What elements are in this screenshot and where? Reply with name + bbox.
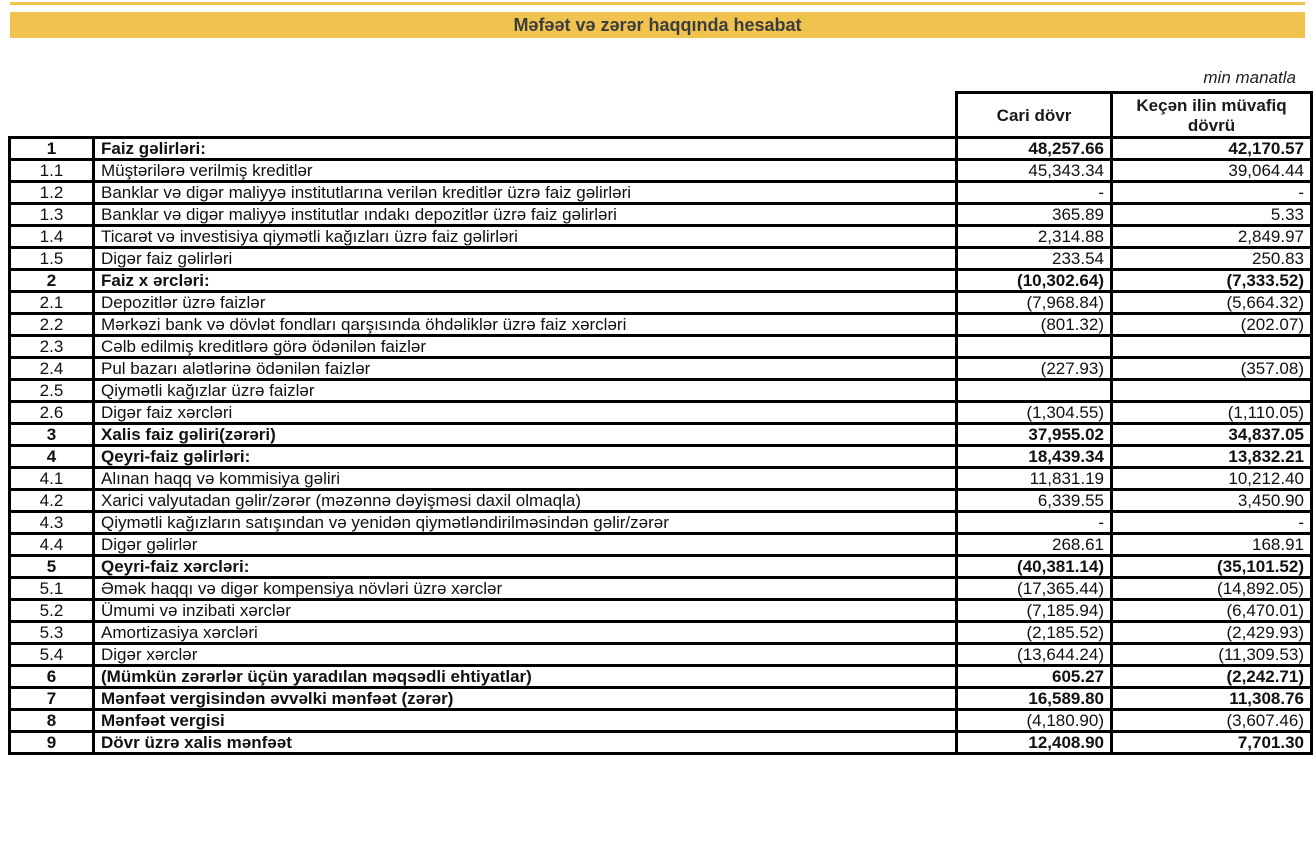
row-number-cell: 5 xyxy=(10,556,94,578)
table-row xyxy=(10,314,1312,336)
table-row xyxy=(10,424,1312,446)
table-row xyxy=(10,446,1312,468)
report-page xyxy=(0,2,1316,755)
row-number-cell: 1 xyxy=(10,138,94,160)
table-row xyxy=(10,380,1312,402)
report-title-bar xyxy=(10,12,1305,38)
row-number-cell: 4 xyxy=(10,446,94,468)
current-value-cell: 11,831.19 xyxy=(957,468,1112,490)
current-value-cell xyxy=(957,380,1112,402)
table-row xyxy=(10,490,1312,512)
row-number-cell: 2.3 xyxy=(10,336,94,358)
row-label-cell: Digər gəlirlər xyxy=(94,534,957,556)
table-row xyxy=(10,556,1312,578)
previous-value-cell: 168.91 xyxy=(1112,534,1312,556)
current-value-cell xyxy=(957,336,1112,358)
current-value-cell: 233.54 xyxy=(957,248,1112,270)
row-label-cell: (Mümkün zərərlər üçün yaradılan məqsədli ehtiyatlar) xyxy=(94,666,957,688)
row-label-cell: Digər faiz xərcləri xyxy=(94,402,957,424)
row-number-cell: 1.2 xyxy=(10,182,94,204)
row-label-cell: Faiz gəlirləri: xyxy=(94,138,957,160)
table-row xyxy=(10,710,1312,732)
row-number-cell: 5.3 xyxy=(10,622,94,644)
table-row xyxy=(10,226,1312,248)
row-label-cell: Digər xərclər xyxy=(94,644,957,666)
current-value-cell: 12,408.90 xyxy=(957,732,1112,754)
row-label-cell: Qeyri-faiz xərcləri: xyxy=(94,556,957,578)
table-row xyxy=(10,358,1312,380)
row-label-cell: Digər faiz gəlirləri xyxy=(94,248,957,270)
row-number-cell: 3 xyxy=(10,424,94,446)
previous-value-cell: (11,309.53) xyxy=(1112,644,1312,666)
table-row xyxy=(10,292,1312,314)
previous-value-cell: (14,892.05) xyxy=(1112,578,1312,600)
row-number-cell: 8 xyxy=(10,710,94,732)
previous-value-cell: 2,849.97 xyxy=(1112,226,1312,248)
row-number-cell: 1.4 xyxy=(10,226,94,248)
table-row xyxy=(10,270,1312,292)
previous-value-cell: (6,470.01) xyxy=(1112,600,1312,622)
row-number-cell: 2.6 xyxy=(10,402,94,424)
current-value-cell: (7,185.94) xyxy=(957,600,1112,622)
previous-value-cell: (7,333.52) xyxy=(1112,270,1312,292)
current-value-cell: 48,257.66 xyxy=(957,138,1112,160)
previous-value-cell: 39,064.44 xyxy=(1112,160,1312,182)
previous-value-cell: 34,837.05 xyxy=(1112,424,1312,446)
report-table-body xyxy=(10,138,1312,754)
row-label-cell: Ticarət və investisiya qiymətli kağızları üzrə faiz gəlirləri xyxy=(94,226,957,248)
current-value-cell: 605.27 xyxy=(957,666,1112,688)
row-label-cell: Qiymətli kağızların satışından və yenidən qiymətləndirilməsindən gəlir/zərər xyxy=(94,512,957,534)
row-label-cell: Faiz x ərcləri: xyxy=(94,270,957,292)
row-label-cell: Amortizasiya xərcləri xyxy=(94,622,957,644)
table-row xyxy=(10,336,1312,358)
current-value-cell: 365.89 xyxy=(957,204,1112,226)
previous-value-cell: 250.83 xyxy=(1112,248,1312,270)
current-value-cell: (40,381.14) xyxy=(957,556,1112,578)
previous-value-cell: (202.07) xyxy=(1112,314,1312,336)
previous-value-cell: 10,212.40 xyxy=(1112,468,1312,490)
row-number-cell: 1.1 xyxy=(10,160,94,182)
row-number-cell: 6 xyxy=(10,666,94,688)
row-number-cell: 1.3 xyxy=(10,204,94,226)
row-number-cell: 2.4 xyxy=(10,358,94,380)
header-spacer-label xyxy=(94,93,957,138)
previous-value-cell: (5,664.32) xyxy=(1112,292,1312,314)
previous-value-cell: 13,832.21 xyxy=(1112,446,1312,468)
current-value-cell: 37,955.02 xyxy=(957,424,1112,446)
previous-value-cell xyxy=(1112,336,1312,358)
previous-value-cell: - xyxy=(1112,512,1312,534)
row-number-cell: 4.4 xyxy=(10,534,94,556)
row-number-cell: 2.5 xyxy=(10,380,94,402)
table-row xyxy=(10,732,1312,754)
table-row xyxy=(10,468,1312,490)
row-number-cell: 4.3 xyxy=(10,512,94,534)
col-header-current-period: Cari dövr xyxy=(957,93,1112,138)
previous-value-cell: 11,308.76 xyxy=(1112,688,1312,710)
current-value-cell: 16,589.80 xyxy=(957,688,1112,710)
row-label-cell: Banklar və digər maliyyə institutlar ındakı depozitlər üzrə faiz gəlirləri xyxy=(94,204,957,226)
table-row xyxy=(10,622,1312,644)
previous-value-cell: 5.33 xyxy=(1112,204,1312,226)
row-label-cell: Qeyri-faiz gəlirləri: xyxy=(94,446,957,468)
current-value-cell: 268.61 xyxy=(957,534,1112,556)
table-row xyxy=(10,600,1312,622)
row-label-cell: Depozitlər üzrə faizlər xyxy=(94,292,957,314)
profit-loss-table xyxy=(8,91,1313,755)
header-spacer-number xyxy=(10,93,94,138)
table-row xyxy=(10,182,1312,204)
row-label-cell: Banklar və digər maliyyə institutlarına verilən kreditlər üzrə faiz gəlirləri xyxy=(94,182,957,204)
row-number-cell: 9 xyxy=(10,732,94,754)
page-title: Məfəət və zərər haqqında hesabat xyxy=(513,15,802,35)
row-label-cell: Ümumi və inzibati xərclər xyxy=(94,600,957,622)
previous-value-cell: 42,170.57 xyxy=(1112,138,1312,160)
table-row xyxy=(10,644,1312,666)
row-number-cell: 2.1 xyxy=(10,292,94,314)
previous-value-cell: 7,701.30 xyxy=(1112,732,1312,754)
table-row xyxy=(10,248,1312,270)
table-row xyxy=(10,160,1312,182)
row-label-cell: Dövr üzrə xalis mənfəət xyxy=(94,732,957,754)
row-label-cell: Əmək haqqı və digər kompensiya növləri üzrə xərclər xyxy=(94,578,957,600)
row-number-cell: 2 xyxy=(10,270,94,292)
row-label-cell: Pul bazarı alətlərinə ödənilən faizlər xyxy=(94,358,957,380)
previous-value-cell: (35,101.52) xyxy=(1112,556,1312,578)
row-label-cell: Mərkəzi bank və dövlət fondları qarşısında öhdəliklər üzrə faiz xərcləri xyxy=(94,314,957,336)
table-header xyxy=(10,93,1312,138)
row-label-cell: Mənfəət vergisindən əvvəlki mənfəət (zərər) xyxy=(94,688,957,710)
previous-value-cell: (357.08) xyxy=(1112,358,1312,380)
row-number-cell: 5.2 xyxy=(10,600,94,622)
table-row xyxy=(10,534,1312,556)
row-label-cell: Qiymətli kağızlar üzrə faizlər xyxy=(94,380,957,402)
table-row xyxy=(10,688,1312,710)
row-label-cell: Müştərilərə verilmiş kreditlər xyxy=(94,160,957,182)
current-value-cell: 2,314.88 xyxy=(957,226,1112,248)
table-row xyxy=(10,138,1312,160)
row-number-cell: 7 xyxy=(10,688,94,710)
header-row xyxy=(10,93,1312,138)
current-value-cell: 18,439.34 xyxy=(957,446,1112,468)
current-value-cell: (10,302.64) xyxy=(957,270,1112,292)
previous-value-cell: (3,607.46) xyxy=(1112,710,1312,732)
previous-value-cell xyxy=(1112,380,1312,402)
previous-value-cell: - xyxy=(1112,182,1312,204)
table-row xyxy=(10,666,1312,688)
current-value-cell: 45,343.34 xyxy=(957,160,1112,182)
row-label-cell: Mənfəət vergisi xyxy=(94,710,957,732)
row-label-cell: Xalis faiz gəliri(zərəri) xyxy=(94,424,957,446)
current-value-cell: (4,180.90) xyxy=(957,710,1112,732)
table-row xyxy=(10,578,1312,600)
table-row xyxy=(10,402,1312,424)
current-value-cell: (2,185.52) xyxy=(957,622,1112,644)
current-value-cell: 6,339.55 xyxy=(957,490,1112,512)
table-row xyxy=(10,512,1312,534)
current-value-cell: (801.32) xyxy=(957,314,1112,336)
current-value-cell: (1,304.55) xyxy=(957,402,1112,424)
row-label-cell: Xarici valyutadan gəlir/zərər (məzənnə dəyişməsi daxil olmaqla) xyxy=(94,490,957,512)
previous-value-cell: 3,450.90 xyxy=(1112,490,1312,512)
previous-value-cell: (2,429.93) xyxy=(1112,622,1312,644)
col-header-previous-period: Keçən ilin müvafiq dövrü xyxy=(1112,93,1312,138)
row-label-cell: Cəlb edilmiş kreditlərə görə ödənilən faizlər xyxy=(94,336,957,358)
current-value-cell: (13,644.24) xyxy=(957,644,1112,666)
row-number-cell: 5.1 xyxy=(10,578,94,600)
previous-value-cell: (2,242.71) xyxy=(1112,666,1312,688)
current-value-cell: - xyxy=(957,512,1112,534)
table-row xyxy=(10,204,1312,226)
row-number-cell: 2.2 xyxy=(10,314,94,336)
current-value-cell: (227.93) xyxy=(957,358,1112,380)
current-value-cell: (7,968.84) xyxy=(957,292,1112,314)
row-number-cell: 1.5 xyxy=(10,248,94,270)
row-number-cell: 4.2 xyxy=(10,490,94,512)
row-label-cell: Alınan haqq və kommisiya gəliri xyxy=(94,468,957,490)
current-value-cell: (17,365.44) xyxy=(957,578,1112,600)
top-gold-rule xyxy=(10,2,1305,5)
current-value-cell: - xyxy=(957,182,1112,204)
unit-note: min manatla xyxy=(1203,68,1296,87)
previous-value-cell: (1,110.05) xyxy=(1112,402,1312,424)
row-number-cell: 4.1 xyxy=(10,468,94,490)
row-number-cell: 5.4 xyxy=(10,644,94,666)
